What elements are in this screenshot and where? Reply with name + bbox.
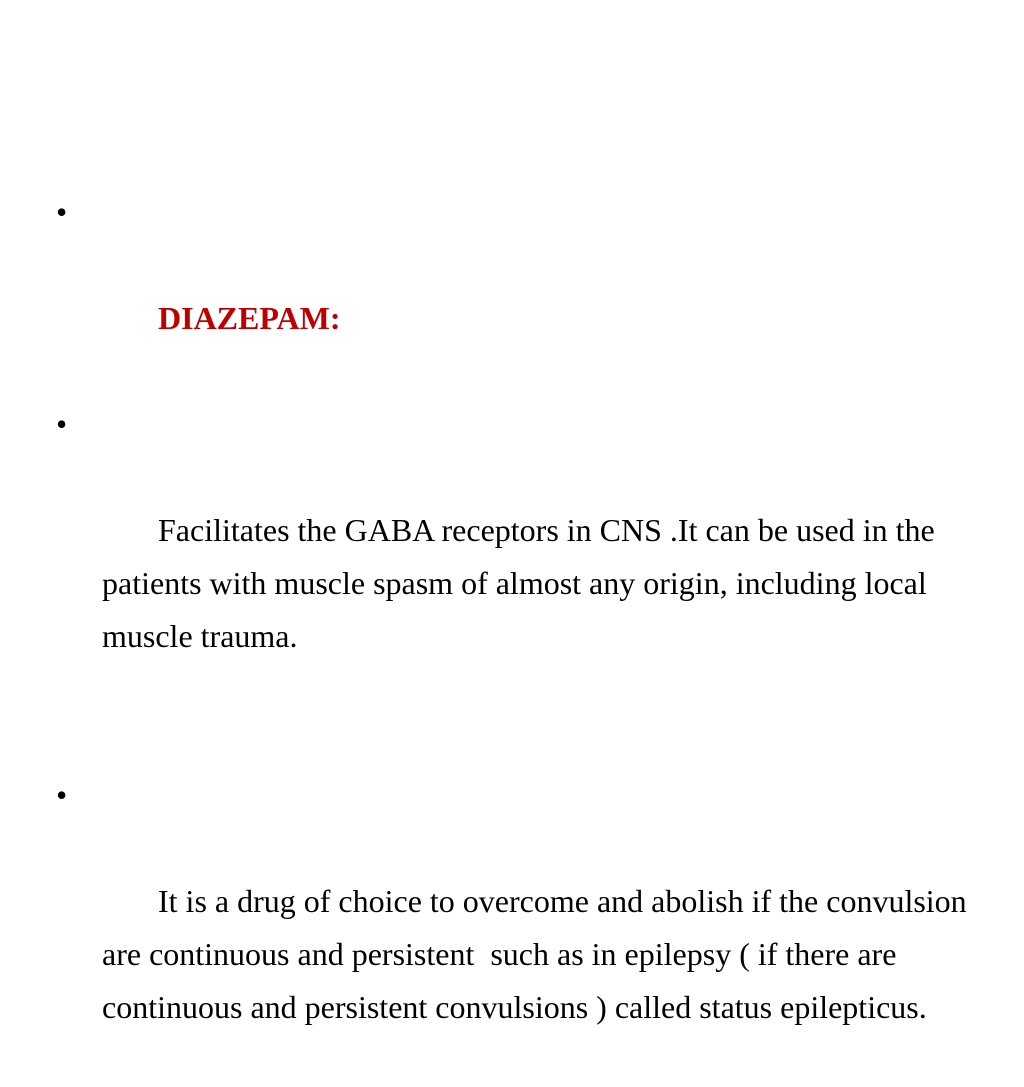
- heading-text: DIAZEPAM:: [150, 300, 341, 336]
- bullet-dot: •: [56, 194, 68, 230]
- bullet-item-status-epilepticus: [56, 769, 976, 1087]
- bullet-dot: •: [56, 406, 68, 442]
- bullet-item-mechanism: [56, 398, 976, 716]
- bullet-item-heading: [56, 186, 976, 398]
- bullet-dot: •: [56, 777, 68, 813]
- bullet-text: It is a drug of choice to overcome and abolish if the convulsion are continuous and persistent such as in epilepsy ( if there are continuous and persistent convulsions ) called status epilepticus.: [102, 883, 975, 1025]
- bullet-list: [56, 186, 976, 1087]
- bullet-text: Facilitates the GABA receptors in CNS .It can be used in the patients with muscle spasm of almost any origin, including local muscle trauma.: [102, 512, 943, 654]
